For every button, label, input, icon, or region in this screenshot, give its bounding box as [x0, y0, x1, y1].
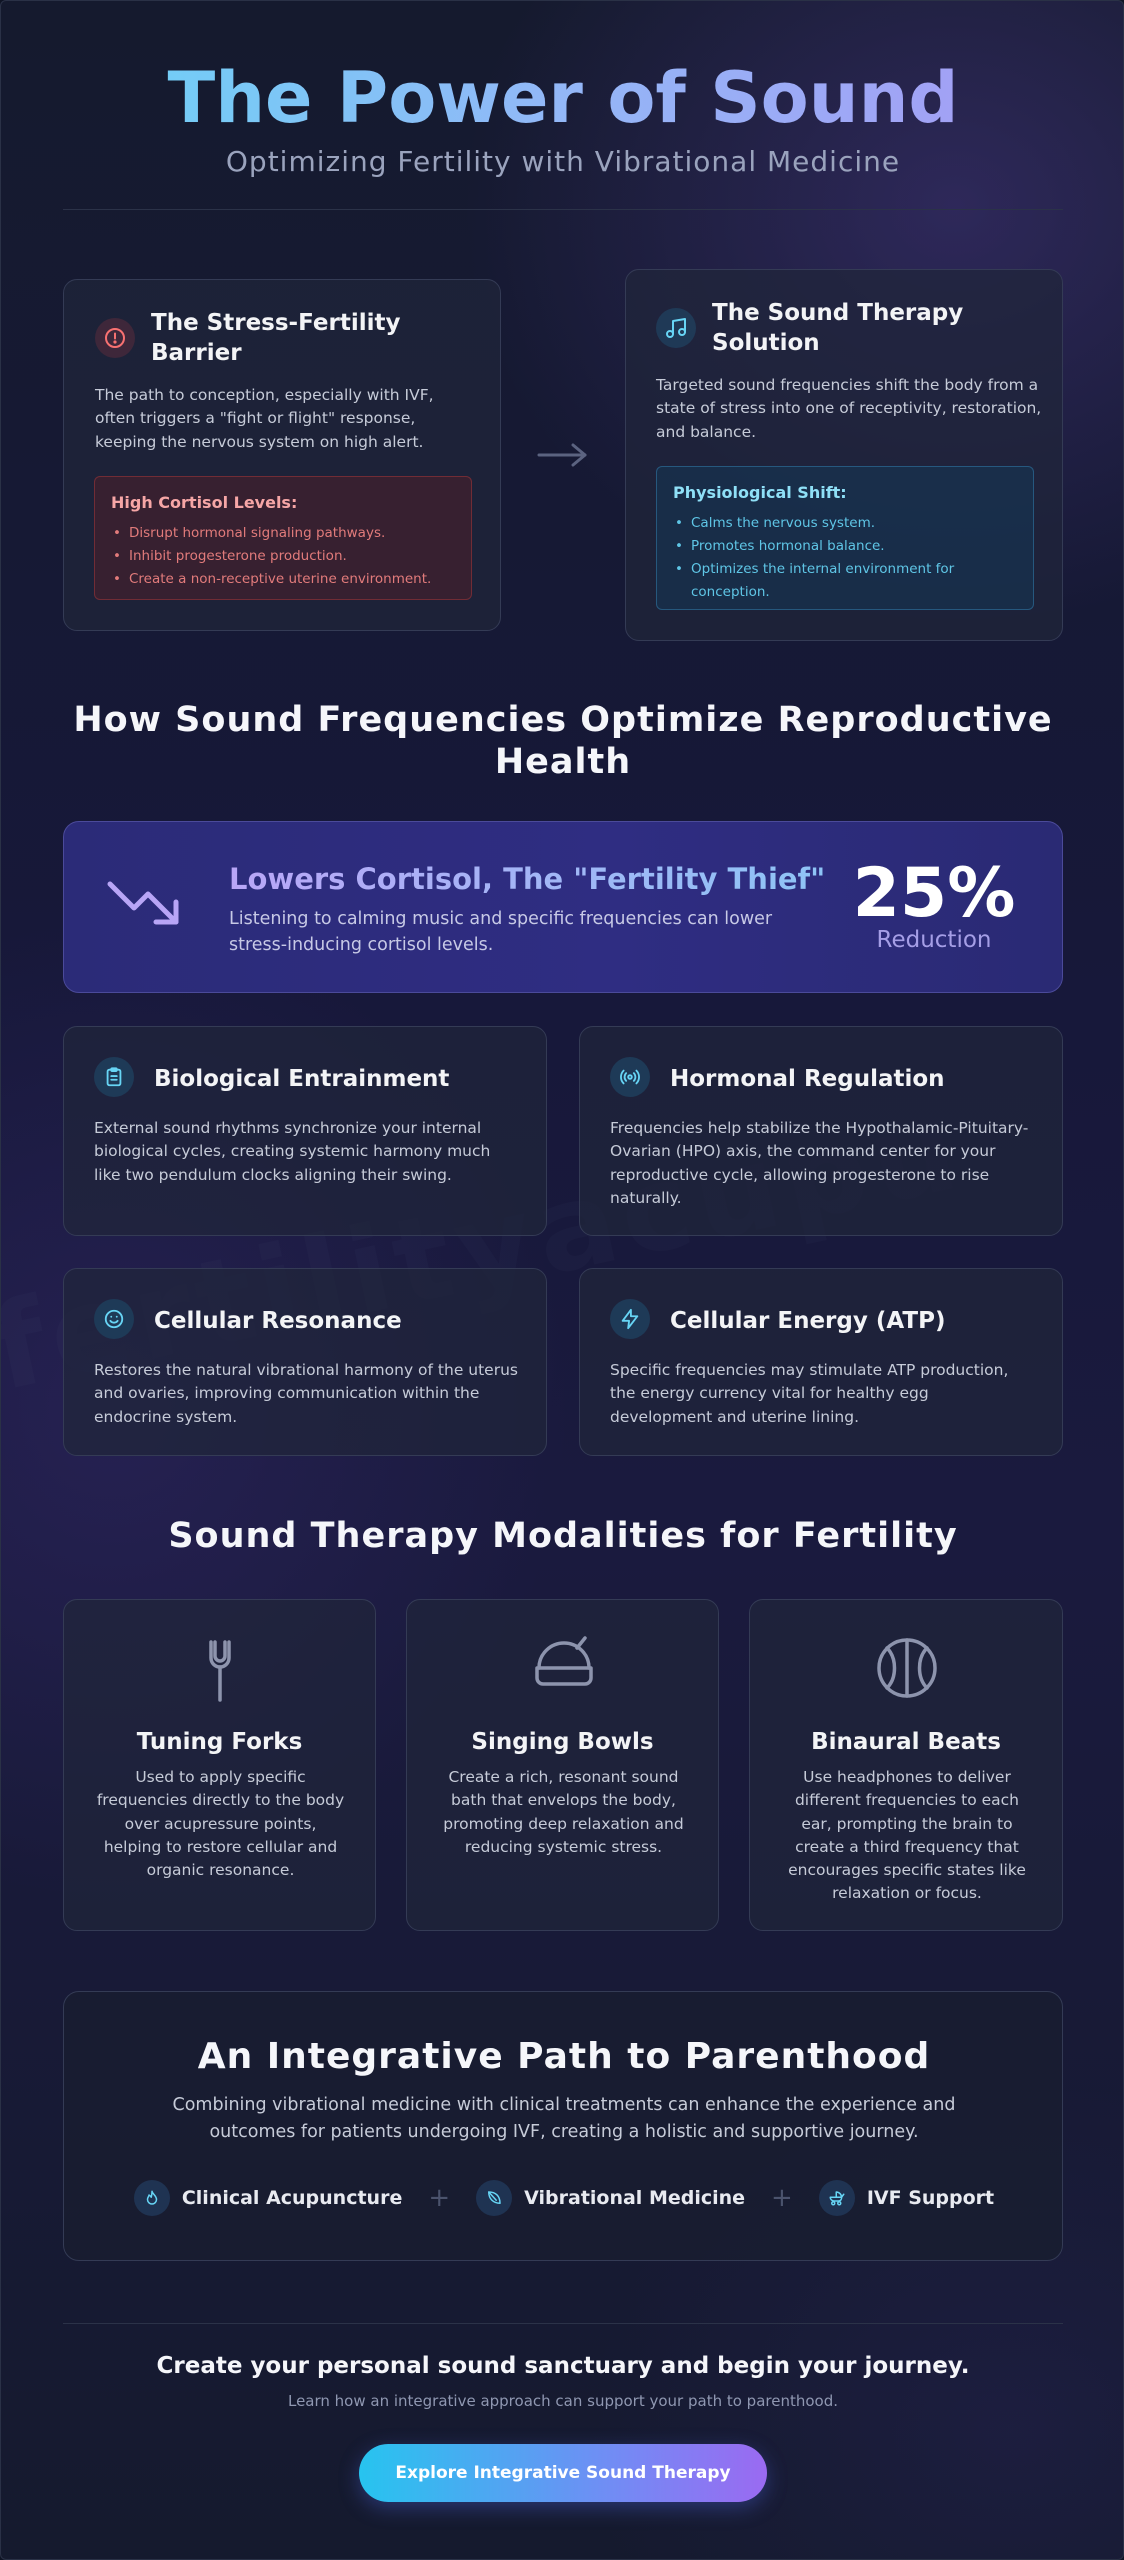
benefit-card	[579, 1026, 1063, 1236]
baby-carriage-icon	[819, 2180, 855, 2216]
page-title: The Power of Sound	[1, 57, 1124, 139]
stress-barrier-body: The path to conception, especially with IVF, often triggers a "fight or flight" response, keeping the nervous system on high alert.	[95, 386, 434, 451]
modality-card	[749, 1599, 1063, 1931]
benefit-body: External sound rhythms synchronize your internal biological cycles, creating systemic harmony much like two pendulum clocks aligning their swing.	[94, 1119, 491, 1184]
leaf-icon	[476, 2180, 512, 2216]
pill-label: Vibrational Medicine	[524, 2187, 746, 2209]
integrative-title: An Integrative Path to Parenthood	[197, 2036, 931, 2077]
radio-waves-icon	[610, 1057, 650, 1097]
modality-card	[63, 1599, 376, 1931]
pill-label: Clinical Acupuncture	[181, 2187, 403, 2209]
cta-subtitle: Learn how an integrative approach can support your path to parenthood.	[287, 2392, 838, 2410]
cortisol-hero-card	[63, 821, 1063, 993]
modality-title: Singing Bowls	[471, 1729, 654, 1755]
arrow-right-icon	[537, 441, 589, 473]
hero-stat: 25%	[852, 854, 1016, 933]
trending-down-icon	[104, 874, 184, 938]
page-subtitle: Optimizing Fertility with Vibrational Medicine	[225, 145, 901, 178]
list-item: • Calms the nervous system.	[673, 512, 1017, 535]
hero-stat-label: Reduction	[876, 927, 992, 953]
brain-globe-icon	[875, 1636, 939, 1704]
shift-title: Physiological Shift:	[673, 483, 847, 502]
integrative-body: Combining vibrational medicine with clinical treatments can enhance the experience and outcomes for patients undergoing IVF, creating a holistic and supportive journey.	[172, 2095, 956, 2143]
integrative-pills	[64, 2180, 1064, 2216]
modalities-section-title: Sound Therapy Modalities for Fertility	[168, 1516, 958, 1556]
cortisol-alert-box	[94, 476, 472, 600]
modality-body: Create a rich, resonant sound bath that envelops the body, promoting deep relaxation and reducing systemic stress.	[443, 1768, 684, 1856]
singing-bowl-icon	[533, 1634, 595, 1702]
list-item: • Promotes hormonal balance.	[673, 535, 1017, 558]
sound-solution-body: Targeted sound frequencies shift the body from a state of stress into one of receptivity, restoration, and balance.	[656, 376, 1042, 441]
lightning-icon	[610, 1299, 650, 1339]
benefits-section-title: How Sound Frequencies Optimize Reproductive Health	[73, 700, 1053, 782]
integrative-card	[63, 1991, 1063, 2261]
list-item: • Disrupt hormonal signaling pathways.	[111, 522, 455, 545]
modality-body: Used to apply specific frequencies directly to the body over acupressure points, helping to restore cellular and organic resonance.	[96, 1768, 345, 1879]
sound-solution-card	[625, 269, 1063, 641]
plus-separator: +	[771, 2183, 793, 2213]
physiological-shift-box	[656, 466, 1034, 610]
benefit-card	[579, 1268, 1063, 1456]
divider	[63, 209, 1063, 210]
divider	[63, 2323, 1063, 2324]
benefit-card	[63, 1268, 547, 1456]
hero-body: Listening to calming music and specific frequencies can lower stress-inducing cortisol levels.	[229, 909, 773, 956]
clipboard-icon	[94, 1057, 134, 1097]
pill-ivf-support	[819, 2180, 994, 2216]
flame-icon	[134, 2180, 170, 2216]
pill-label: IVF Support	[866, 2187, 995, 2209]
stress-barrier-title: The Stress-Fertility Barrier	[151, 310, 401, 366]
modality-card	[406, 1599, 719, 1931]
sound-solution-title: The Sound Therapy Solution	[712, 300, 964, 356]
tuning-fork-icon	[197, 1636, 243, 1708]
list-item: • Create a non-receptive uterine environment.	[111, 568, 455, 591]
modality-body: Use headphones to deliver different frequencies to each ear, prompting the brain to create a third frequency that encourages specific states like relaxation or focus.	[788, 1768, 1026, 1903]
cta-title: Create your personal sound sanctuary and begin your journey.	[156, 2353, 970, 2379]
benefit-title: Hormonal Regulation	[670, 1066, 945, 1092]
benefit-body: Frequencies help stabilize the Hypothalamic-Pituitary-Ovarian (HPO) axis, the command center for your reproductive cycle, allowing progesterone to rise naturally.	[610, 1119, 1029, 1207]
hero-title: Lowers Cortisol, The "Fertility Thief"	[229, 862, 826, 896]
pill-vibrational-medicine	[476, 2180, 745, 2216]
benefit-body: Restores the natural vibrational harmony of the uterus and ovaries, improving communication within the endocrine system.	[94, 1361, 518, 1426]
benefit-card	[63, 1026, 547, 1236]
benefit-title: Biological Entrainment	[154, 1066, 450, 1092]
smile-icon	[94, 1299, 134, 1339]
benefit-title: Cellular Resonance	[154, 1308, 402, 1334]
pill-clinical-acupuncture	[134, 2180, 403, 2216]
explore-sound-therapy-button[interactable]: Explore Integrative Sound Therapy	[359, 2444, 767, 2502]
list-item: • Optimizes the internal environment for conception.	[673, 558, 1017, 604]
stress-barrier-card	[63, 279, 501, 631]
benefit-body: Specific frequencies may stimulate ATP production, the energy currency vital for healthy egg development and uterine lining.	[610, 1361, 1009, 1426]
modality-title: Binaural Beats	[811, 1729, 1001, 1755]
benefit-title: Cellular Energy (ATP)	[670, 1308, 946, 1334]
music-note-icon	[656, 308, 696, 348]
plus-separator: +	[428, 2183, 451, 2213]
alert-circle-icon	[95, 318, 135, 358]
alert-title: High Cortisol Levels:	[111, 493, 298, 512]
modality-title: Tuning Forks	[136, 1729, 303, 1755]
list-item: • Inhibit progesterone production.	[111, 545, 455, 568]
